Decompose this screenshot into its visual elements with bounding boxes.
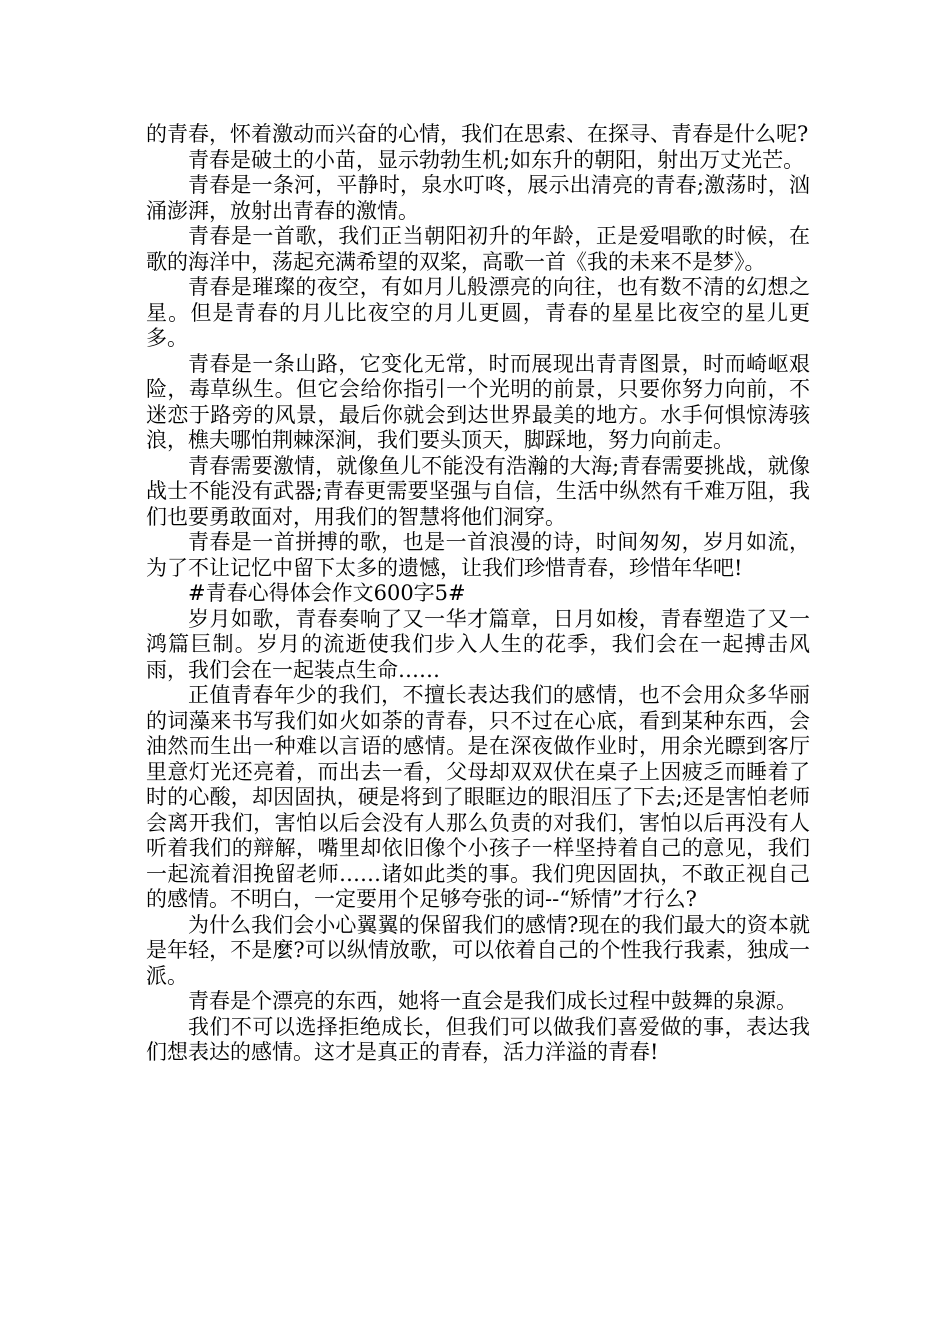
paragraph: 我们不可以选择拒绝成长，但我们可以做我们喜爱做的事，表达我们想表达的感情。这才是真正的青春，活力洋溢的青春! bbox=[146, 1014, 810, 1064]
paragraph: 青春是一首歌，我们正当朝阳初升的年龄，正是爱唱歌的时候，在歌的海洋中，荡起充满希望的双桨，高歌一首《我的未来不是梦》。 bbox=[146, 224, 810, 274]
paragraph: 青春是一条河，平静时，泉水叮咚，展示出清亮的青春;激荡时，汹涌澎湃，放射出青春的激情。 bbox=[146, 173, 810, 223]
paragraph: 正值青春年少的我们，不擅长表达我们的感情，也不会用众多华丽的词藻来书写我们如火如荼的青春，只不过在心底，看到某种东西，会油然而生出一种难以言语的感情。是在深夜做作业时，用余光瞟到客厅里意灯光还亮着，而出去一看，父母却双双伏在桌子上因疲乏而睡着了时的心酸，却因固执，硬是将到了眼眶边的眼泪压了下去;还是害怕老师会离开我们，害怕以后会没有人那么负责的对我们，害怕以后再没有人听着我们的辩解，嘴里却依旧像个小孩子一样坚持着自己的意见，我们一起流着泪挽留老师……诸如此类的事。我们兜因固执，不敢正视自己的感情。不明白，一定要用个足够夸张的词--“矫情”才行么? bbox=[146, 683, 810, 911]
section-heading: #青春心得体会作文600字5# bbox=[188, 581, 466, 605]
document-body bbox=[146, 122, 810, 1066]
paragraph: 为什么我们会小心翼翼的保留我们的感情?现在的我们最大的资本就是年轻，不是麼?可以纵情放歌，可以依着自己的个性我行我素，独成一派。 bbox=[146, 912, 810, 988]
paragraph: 青春需要激情，就像鱼儿不能没有浩瀚的大海;青春需要挑战，就像战士不能没有武器;青春更需要坚强与自信，生活中纵然有千难万阻，我们也要勇敢面对，用我们的智慧将他们洞穿。 bbox=[146, 453, 810, 529]
paragraph: 青春是一首拼搏的歌，也是一首浪漫的诗，时间匆匆，岁月如流，为了不让记忆中留下太多的遗憾，让我们珍惜青春，珍惜年华吧! bbox=[146, 530, 810, 580]
paragraph: 的青春，怀着激动而兴奋的心情，我们在思索、在探寻、青春是什么呢? bbox=[146, 122, 809, 146]
paragraph: 青春是个漂亮的东西，她将一直会是我们成长过程中鼓舞的泉源。 bbox=[188, 989, 797, 1013]
paragraph: 青春是一条山路，它变化无常，时而展现出青青图景，时而崎岖艰险，毒草纵生。但它会给你指引一个光明的前景，只要你努力向前，不迷恋于路旁的风景，最后你就会到达世界最美的地方。水手何惧惊涛骇浪，樵夫哪怕荆棘深涧，我们要头顶天，脚踩地，努力向前走。 bbox=[146, 351, 810, 452]
paragraph: 青春是破土的小苗，显示勃勃生机;如东升的朝阳，射出万丈光芒。 bbox=[188, 147, 805, 172]
paragraph: 岁月如歌，青春奏响了又一华才篇章，日月如梭，青春塑造了又一鸿篇巨制。岁月的流逝使我们步入人生的花季，我们会在一起搏击风雨，我们会在一起装点生命…… bbox=[146, 606, 810, 682]
paragraph: 青春是璀璨的夜空，有如月儿般漂亮的向往，也有数不清的幻想之星。但是青春的月儿比夜空的月儿更圆，青春的星星比夜空的星儿更多。 bbox=[146, 275, 810, 350]
